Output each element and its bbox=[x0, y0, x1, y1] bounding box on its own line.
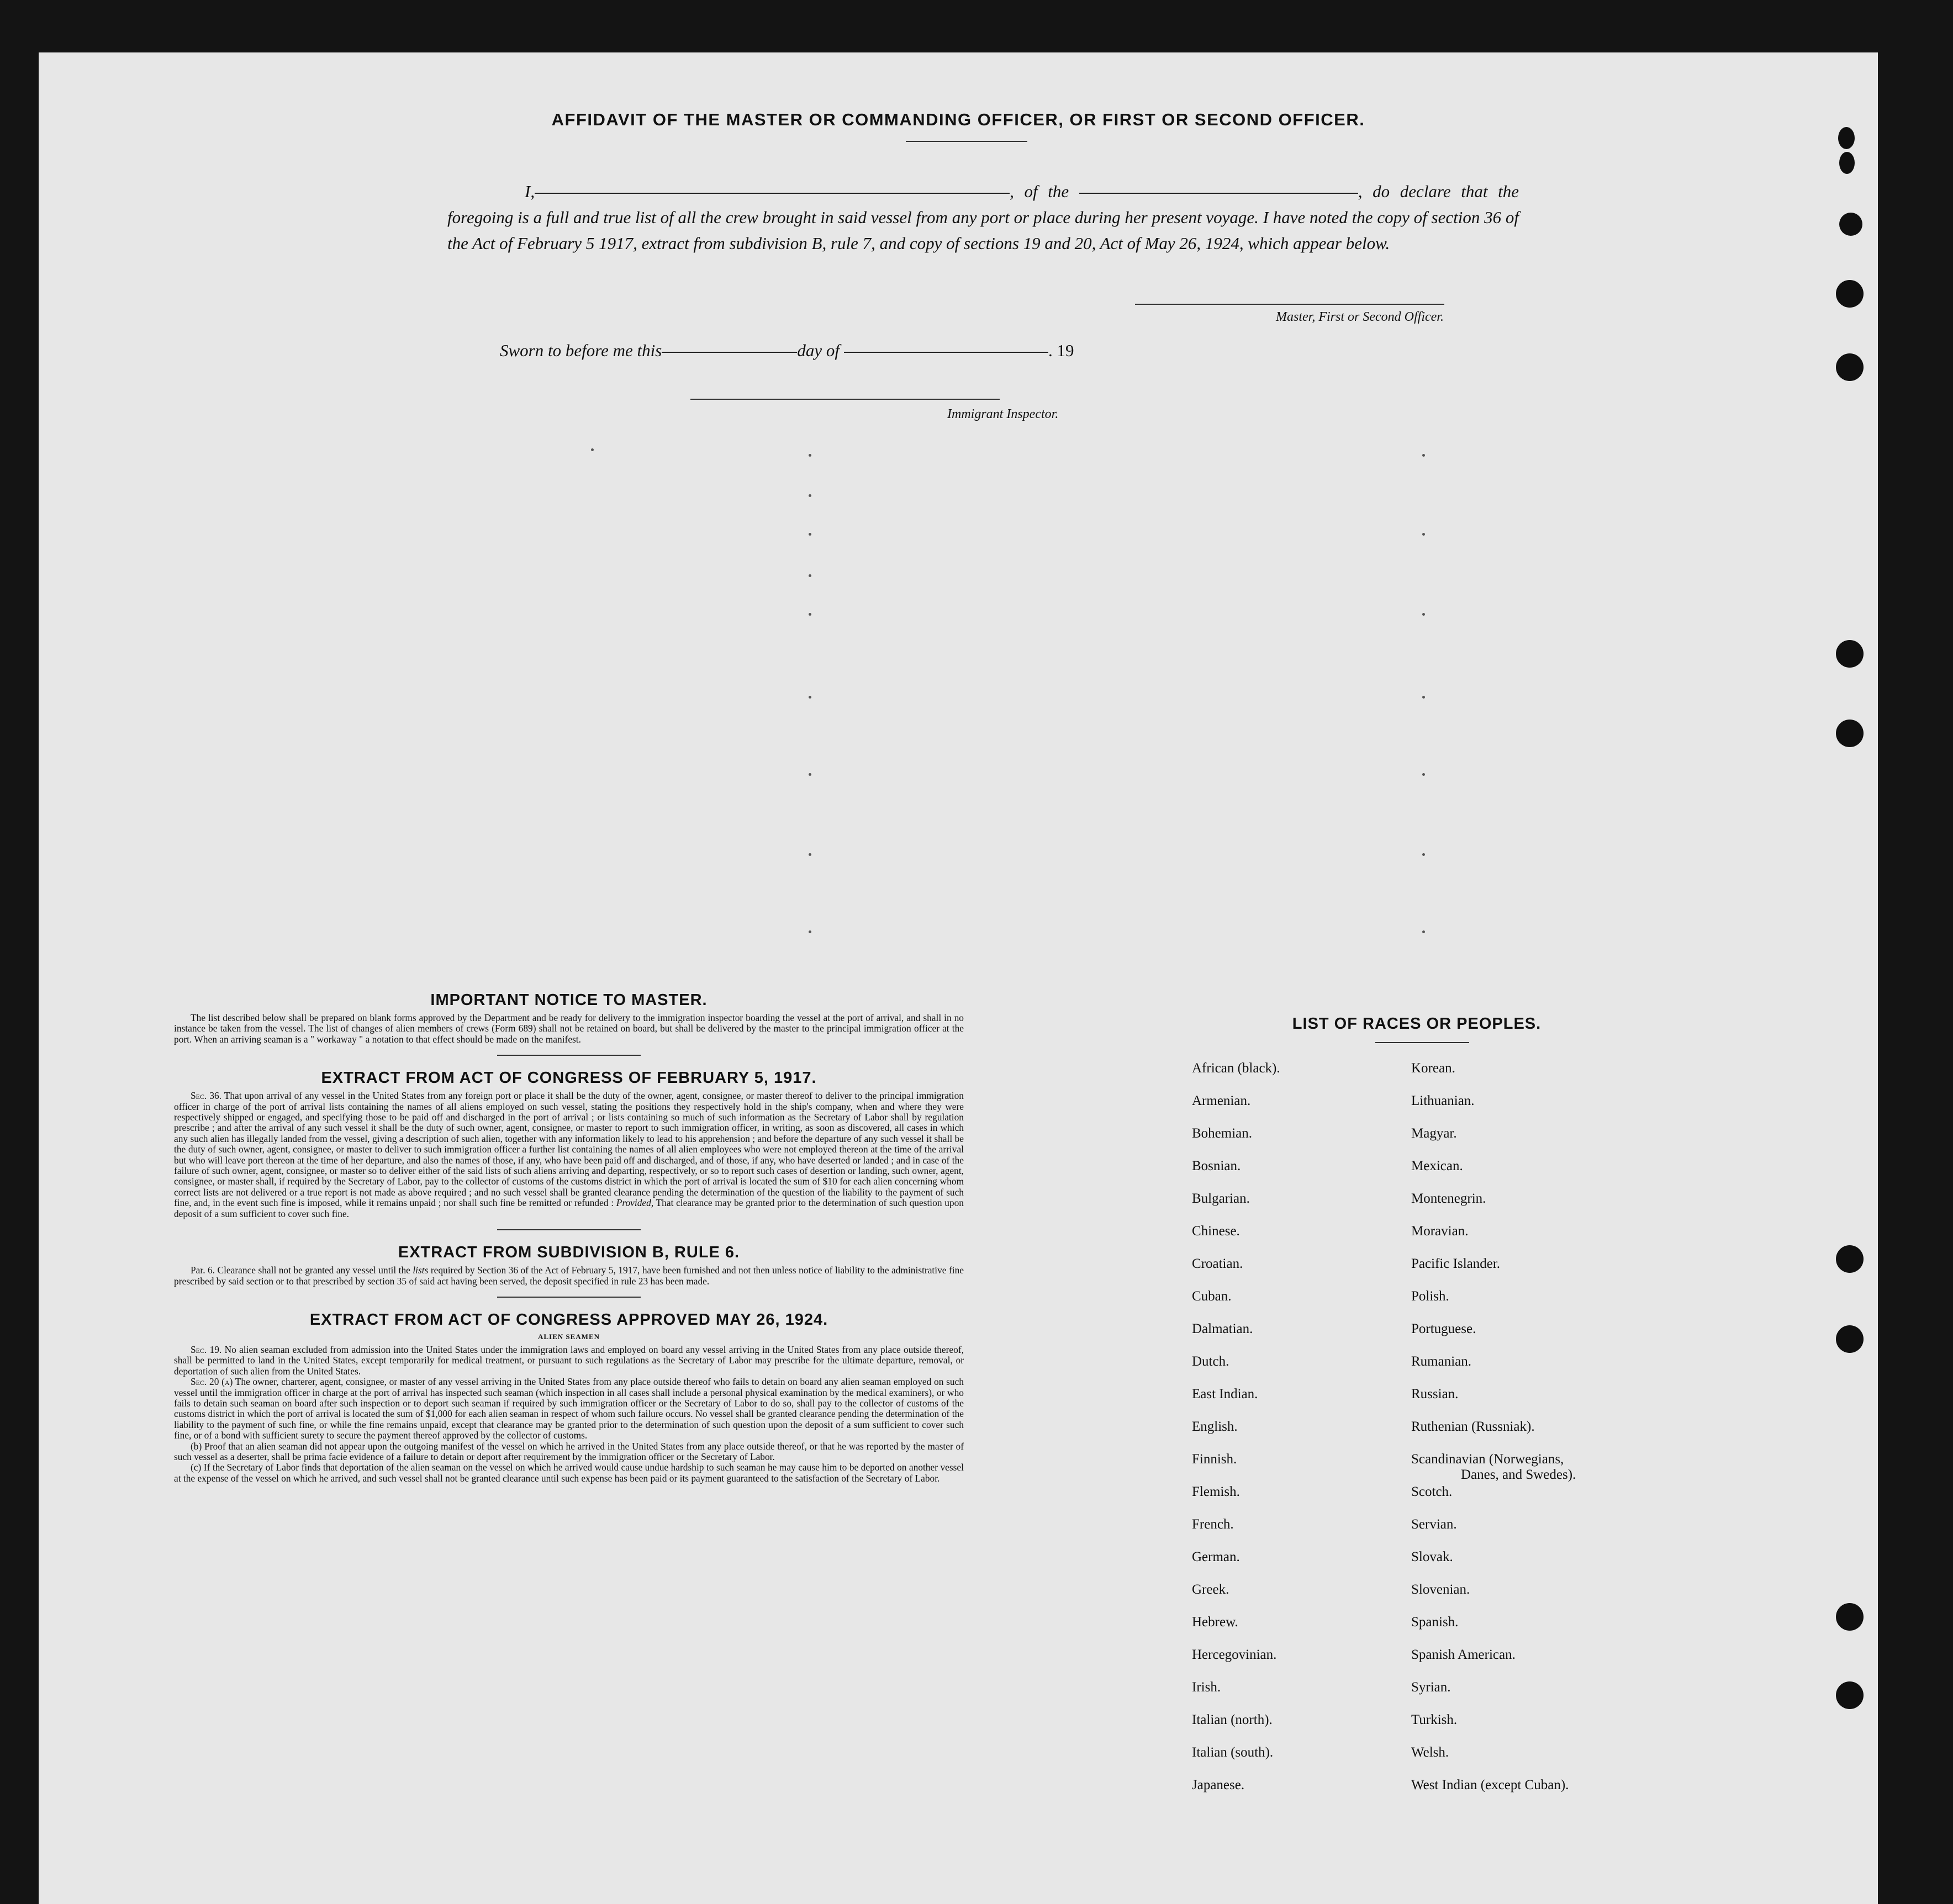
sworn-year-prefix: . 19 bbox=[1048, 341, 1074, 360]
manifest-back-page bbox=[39, 52, 1878, 1904]
race-item: Chinese. bbox=[1192, 1224, 1240, 1239]
race-item: Pacific Islander. bbox=[1411, 1256, 1501, 1271]
bleed-mark bbox=[809, 930, 811, 933]
punch-hole bbox=[1836, 1603, 1864, 1631]
rule-6-text-end: required by Section 36 of the Act of February 5, 1917, have been furnished and not then unless notice of liability to the administrative fine prescribed by said section or to that prescribed by section 35 of said act having been served, the deposit specified in rule 23 has been made. bbox=[174, 1265, 964, 1287]
alien-seamen-subheading: ALIEN SEAMEN bbox=[537, 1332, 600, 1341]
race-item: Welsh. bbox=[1411, 1745, 1449, 1760]
bleed-mark bbox=[809, 454, 811, 457]
sec-20-label: Sec. 20 (a) bbox=[191, 1376, 233, 1388]
sworn-day-blank bbox=[662, 352, 797, 353]
act-1917-provided: Provided, bbox=[616, 1197, 654, 1209]
notice-body: The list described below shall be prepared on blank forms approved by the Department and be ready for delivery to the immigration inspector boarding the vessel at the port of arrival, and shall in no instance be taken from the vessel. The list of changes of alien members of crews (Form 689) shall not be retained on board, but shall be delivered by the master to the principal immigration officer at the port. When an arriving seaman is a " workaway " a notation to that effect should be made on the manifest. bbox=[174, 1012, 964, 1045]
race-item: Bulgarian. bbox=[1192, 1191, 1250, 1206]
race-item: Hercegovinian. bbox=[1192, 1647, 1277, 1662]
race-item: Slovak. bbox=[1411, 1549, 1453, 1564]
sec-20c-label: (c) bbox=[191, 1462, 202, 1473]
decl-body: that the foregoing is a full and true list of all the crew brought in said vessel from any port or place during her present voyage. I have noted the copy of section 36 of the Act of February 5 1917, extract from subdivision B, rule 7, and copy of sections 19 and 20, Act of May 26, 1924, which appear below. bbox=[447, 182, 1519, 253]
race-item: Spanish American. bbox=[1411, 1647, 1516, 1662]
race-item: Hebrew. bbox=[1192, 1615, 1238, 1630]
race-item: Turkish. bbox=[1411, 1712, 1458, 1727]
legal-extracts-column bbox=[174, 991, 964, 1484]
act-1924-sec-19 bbox=[174, 1345, 964, 1377]
act-1924-sec-20b bbox=[174, 1441, 964, 1463]
vessel-name-blank bbox=[1079, 193, 1358, 194]
bleed-mark bbox=[1422, 853, 1425, 856]
punch-hole bbox=[1838, 127, 1855, 149]
act-1917-section-label: Sec. 36. bbox=[191, 1090, 222, 1102]
race-item: Armenian. bbox=[1192, 1093, 1251, 1108]
officer-name-blank bbox=[535, 193, 1010, 194]
sec-19-text: No alien seaman excluded from admission into the United States under the immigration laws and employed on board any vessel arriving in the United States from any place outside thereof, shall be permitted to land in the United States, except temporarily for medical treatment, or pursuant to such regulations as the Secretary of Labor may prescribe for the ultimate departure, removal, or deportation of such alien from the United States. bbox=[174, 1344, 964, 1377]
act-1917-body bbox=[174, 1091, 964, 1219]
sec-20c-text: If the Secretary of Labor finds that deportation of the alien seaman on the vessel on which he arrived would cause undue hardship to such seaman he may cause him to be deported on another vessel at the expense of the vessel on which he arrived, and such vessel shall not be granted clearance until such expense has been paid or its payment guaranteed to the satisfaction of the Secretary of Labor. bbox=[174, 1462, 964, 1484]
sworn-line bbox=[500, 341, 1074, 361]
sec-20a-text: The owner, charterer, agent, consignee, or master of any vessel arriving in the United States from any place outside thereof who fails to detain on board any alien seaman employed on such vessel until the immigration officer in charge at the port of arrival has inspected such seaman (which inspection in all cases shall include a personal physical examination by the medical examiners), or who fails to detain such seaman on board after such inspection or to deport such seaman if required by such immigration officer or the Secretary of Labor to do so, shall pay to the collector of customs of the customs district in which the port of arrival is located the sum of $1,000 for each alien seaman in respect of whom such failure occurs. No vessel shall be granted clearance pending the determination of the liability to the payment of such fine, or while the fine remains unpaid, except that clearance may be granted prior to the determination of such question upon the deposit of a sum sufficient to cover such fine, or of a bond with sufficient surety to secure the payment thereof approved by the collector of customs. bbox=[174, 1376, 964, 1441]
affidavit-title: AFFIDAVIT OF THE MASTER OR COMMANDING OFFICER, OR FIRST OR SECOND OFFICER. bbox=[551, 110, 1365, 129]
race-item: Dalmatian. bbox=[1192, 1321, 1253, 1336]
race-item: African (black). bbox=[1192, 1061, 1280, 1076]
race-item: Servian. bbox=[1411, 1517, 1457, 1532]
race-item: Korean. bbox=[1411, 1061, 1455, 1076]
bleed-mark bbox=[1422, 696, 1425, 699]
bleed-mark bbox=[1422, 533, 1425, 536]
race-item: Polish. bbox=[1411, 1289, 1449, 1304]
punch-hole bbox=[1836, 280, 1864, 308]
sworn-month-blank bbox=[844, 352, 1048, 353]
races-title-underline bbox=[1375, 1042, 1469, 1043]
race-item: Finnish. bbox=[1192, 1452, 1237, 1467]
decl-do-declare: , do declare bbox=[1358, 182, 1451, 201]
master-signature-line bbox=[1135, 304, 1444, 305]
bleed-mark bbox=[809, 533, 811, 536]
rule-6-lists: lists bbox=[413, 1265, 429, 1276]
race-item: East Indian. bbox=[1192, 1387, 1258, 1401]
bleed-mark bbox=[591, 448, 594, 451]
bleed-mark bbox=[1422, 773, 1425, 776]
race-item: Lithuanian. bbox=[1411, 1093, 1475, 1108]
sec-20b-text: Proof that an alien seaman did not appear upon the outgoing manifest of the vessel on which he arrived in the United States from any place outside thereof, or that he was reported by the master of such vessel as a deserter, shall be prima facie evidence of a failure to detain or deport after requirement by the immigration officer or the Secretary of Labor. bbox=[174, 1440, 964, 1462]
sec-19-label: Sec. 19. bbox=[191, 1344, 222, 1355]
decl-i: I, bbox=[525, 182, 535, 201]
race-item: Japanese. bbox=[1192, 1778, 1245, 1792]
race-item: Cuban. bbox=[1192, 1289, 1232, 1304]
race-item: Flemish. bbox=[1192, 1484, 1240, 1499]
bleed-mark bbox=[809, 613, 811, 616]
race-item: Montenegrin. bbox=[1411, 1191, 1486, 1206]
races-list-left bbox=[1192, 1061, 1280, 1810]
act-1924-sec-20c bbox=[174, 1462, 964, 1484]
race-item: Ruthenian (Russniak). bbox=[1411, 1419, 1535, 1434]
inspector-caption: Immigrant Inspector. bbox=[947, 407, 1059, 421]
punch-hole bbox=[1836, 353, 1864, 381]
bleed-mark bbox=[809, 494, 811, 497]
rule-6-text: Par. 6. Clearance shall not be granted any vessel until the bbox=[191, 1265, 410, 1276]
race-item: Rumanian. bbox=[1411, 1354, 1472, 1369]
race-item: Italian (south). bbox=[1192, 1745, 1274, 1760]
punch-hole bbox=[1836, 720, 1864, 747]
race-item: Bohemian. bbox=[1192, 1126, 1253, 1141]
act-1917-heading: EXTRACT FROM ACT OF CONGRESS OF FEBRUARY 5, 1917. bbox=[321, 1069, 817, 1087]
race-item: Spanish. bbox=[1411, 1615, 1459, 1630]
sworn-day-of: day of bbox=[797, 341, 840, 360]
sec-20b-label: (b) bbox=[191, 1440, 202, 1452]
race-item: Slovenian. bbox=[1411, 1582, 1470, 1597]
race-item: Scotch. bbox=[1411, 1484, 1453, 1499]
punch-hole bbox=[1836, 640, 1864, 668]
race-item: Greek. bbox=[1192, 1582, 1229, 1597]
section-divider bbox=[497, 1229, 641, 1230]
punch-hole bbox=[1839, 213, 1862, 236]
affidavit-declaration bbox=[447, 178, 1519, 256]
bleed-mark bbox=[809, 773, 811, 776]
bleed-mark bbox=[809, 696, 811, 699]
decl-of-the: , of the bbox=[1010, 182, 1069, 201]
punch-hole bbox=[1836, 1245, 1864, 1273]
race-item: Bosnian. bbox=[1192, 1159, 1241, 1173]
race-item-scandinavian-line2: Danes, and Swedes). bbox=[1461, 1467, 1576, 1482]
bleed-mark bbox=[809, 574, 811, 577]
race-item: Croatian. bbox=[1192, 1256, 1243, 1271]
race-item: West Indian (except Cuban). bbox=[1411, 1778, 1569, 1792]
section-divider bbox=[497, 1055, 641, 1056]
race-item: Dutch. bbox=[1192, 1354, 1229, 1369]
races-list-right bbox=[1411, 1061, 1576, 1810]
rule-6-body bbox=[174, 1265, 964, 1287]
act-1924-heading: EXTRACT FROM ACT OF CONGRESS APPROVED MAY 26, 1924. bbox=[309, 1310, 828, 1329]
race-item: English. bbox=[1192, 1419, 1238, 1434]
race-item: Magyar. bbox=[1411, 1126, 1457, 1141]
act-1924-sec-20a bbox=[174, 1377, 964, 1441]
rule-6-heading: EXTRACT FROM SUBDIVISION B, RULE 6. bbox=[398, 1244, 740, 1262]
punch-hole bbox=[1839, 152, 1855, 174]
race-item: German. bbox=[1192, 1549, 1240, 1564]
master-signature-caption: Master, First or Second Officer. bbox=[1276, 310, 1444, 324]
sworn-prefix: Sworn to before me this bbox=[500, 341, 662, 360]
race-item-scandinavian-line1: Scandinavian (Norwegians, bbox=[1411, 1452, 1564, 1467]
notice-heading: IMPORTANT NOTICE TO MASTER. bbox=[430, 991, 708, 1009]
race-item: Syrian. bbox=[1411, 1680, 1451, 1695]
bleed-mark bbox=[1422, 930, 1425, 933]
act-1917-text: That upon arrival of any vessel in the United States from any foreign port or place it shall be the duty of the owner, agent, consignee, or master thereof to deliver to the principal immigration officer in charge of the port of arrival lists containing the names of all aliens employed on such vessel, stating the positions they respectively hold in the ship's company, when and where they were respectively shipped or engaged, and specifying those to be paid off and discharged in the port of arrival ; or lists containing so much of such information as the Secretary of Labor shall by regulation prescribe ; and after the arrival of any such vessel it shall be the duty of such owner, agent, consignee, or master to report to such immigration officer, in writing, as soon as discovered, all cases in which any such alien has illegally landed from the vessel, giving a description of such alien, together with any information likely to lead to his apprehension ; and before the departure of any such vessel it shall be the duty of such owner, agent, consignee, or master to deliver to such immigration officer a further list containing the names of all alien employees who were not employed thereon at the time of the arrival but who will leave port thereon at the time of her departure, and also the names of those, if any, who have been paid off and discharged, and of those, if any, who have deserted or landed ; and in case of the failure of such owner, agent, consignee, or master so to deliver either of the said lists of such aliens arriving and departing, respectively, or so to report such cases of desertion or landing, such owner, agent, consignee, or master shall, if required by the Secretary of Labor, pay to the collector of customs of the customs district in which the port of arrival is located the sum of $10 for each alien concerning whom correct lists are not delivered or a true report is not made as above required ; and no such vessel shall be granted clearance pending the determination of the question of the liability to the payment of such fine, and, in the event such fine is imposed, while it remains unpaid ; nor shall such fine be remitted or refunded : bbox=[174, 1090, 964, 1209]
act-1917-text-end: That clearance may be granted prior to the determination of such question upon deposit of a sum sufficient to cover such fine. bbox=[174, 1197, 964, 1219]
bleed-mark bbox=[1422, 613, 1425, 616]
bleed-mark bbox=[809, 853, 811, 856]
race-item: Mexican. bbox=[1411, 1159, 1463, 1173]
race-item-scandinavian bbox=[1411, 1452, 1576, 1484]
race-item: Moravian. bbox=[1411, 1224, 1469, 1239]
race-item: Irish. bbox=[1192, 1680, 1221, 1695]
inspector-signature-line bbox=[690, 399, 1000, 400]
race-item: French. bbox=[1192, 1517, 1234, 1532]
race-item: Italian (north). bbox=[1192, 1712, 1273, 1727]
title-underline bbox=[906, 141, 1027, 142]
race-item: Russian. bbox=[1411, 1387, 1459, 1401]
bleed-mark bbox=[1422, 454, 1425, 457]
punch-hole bbox=[1836, 1681, 1864, 1709]
section-divider bbox=[497, 1297, 641, 1298]
race-item: Portuguese. bbox=[1411, 1321, 1476, 1336]
races-title: LIST OF RACES OR PEOPLES. bbox=[1292, 1015, 1542, 1033]
punch-hole bbox=[1836, 1325, 1864, 1353]
